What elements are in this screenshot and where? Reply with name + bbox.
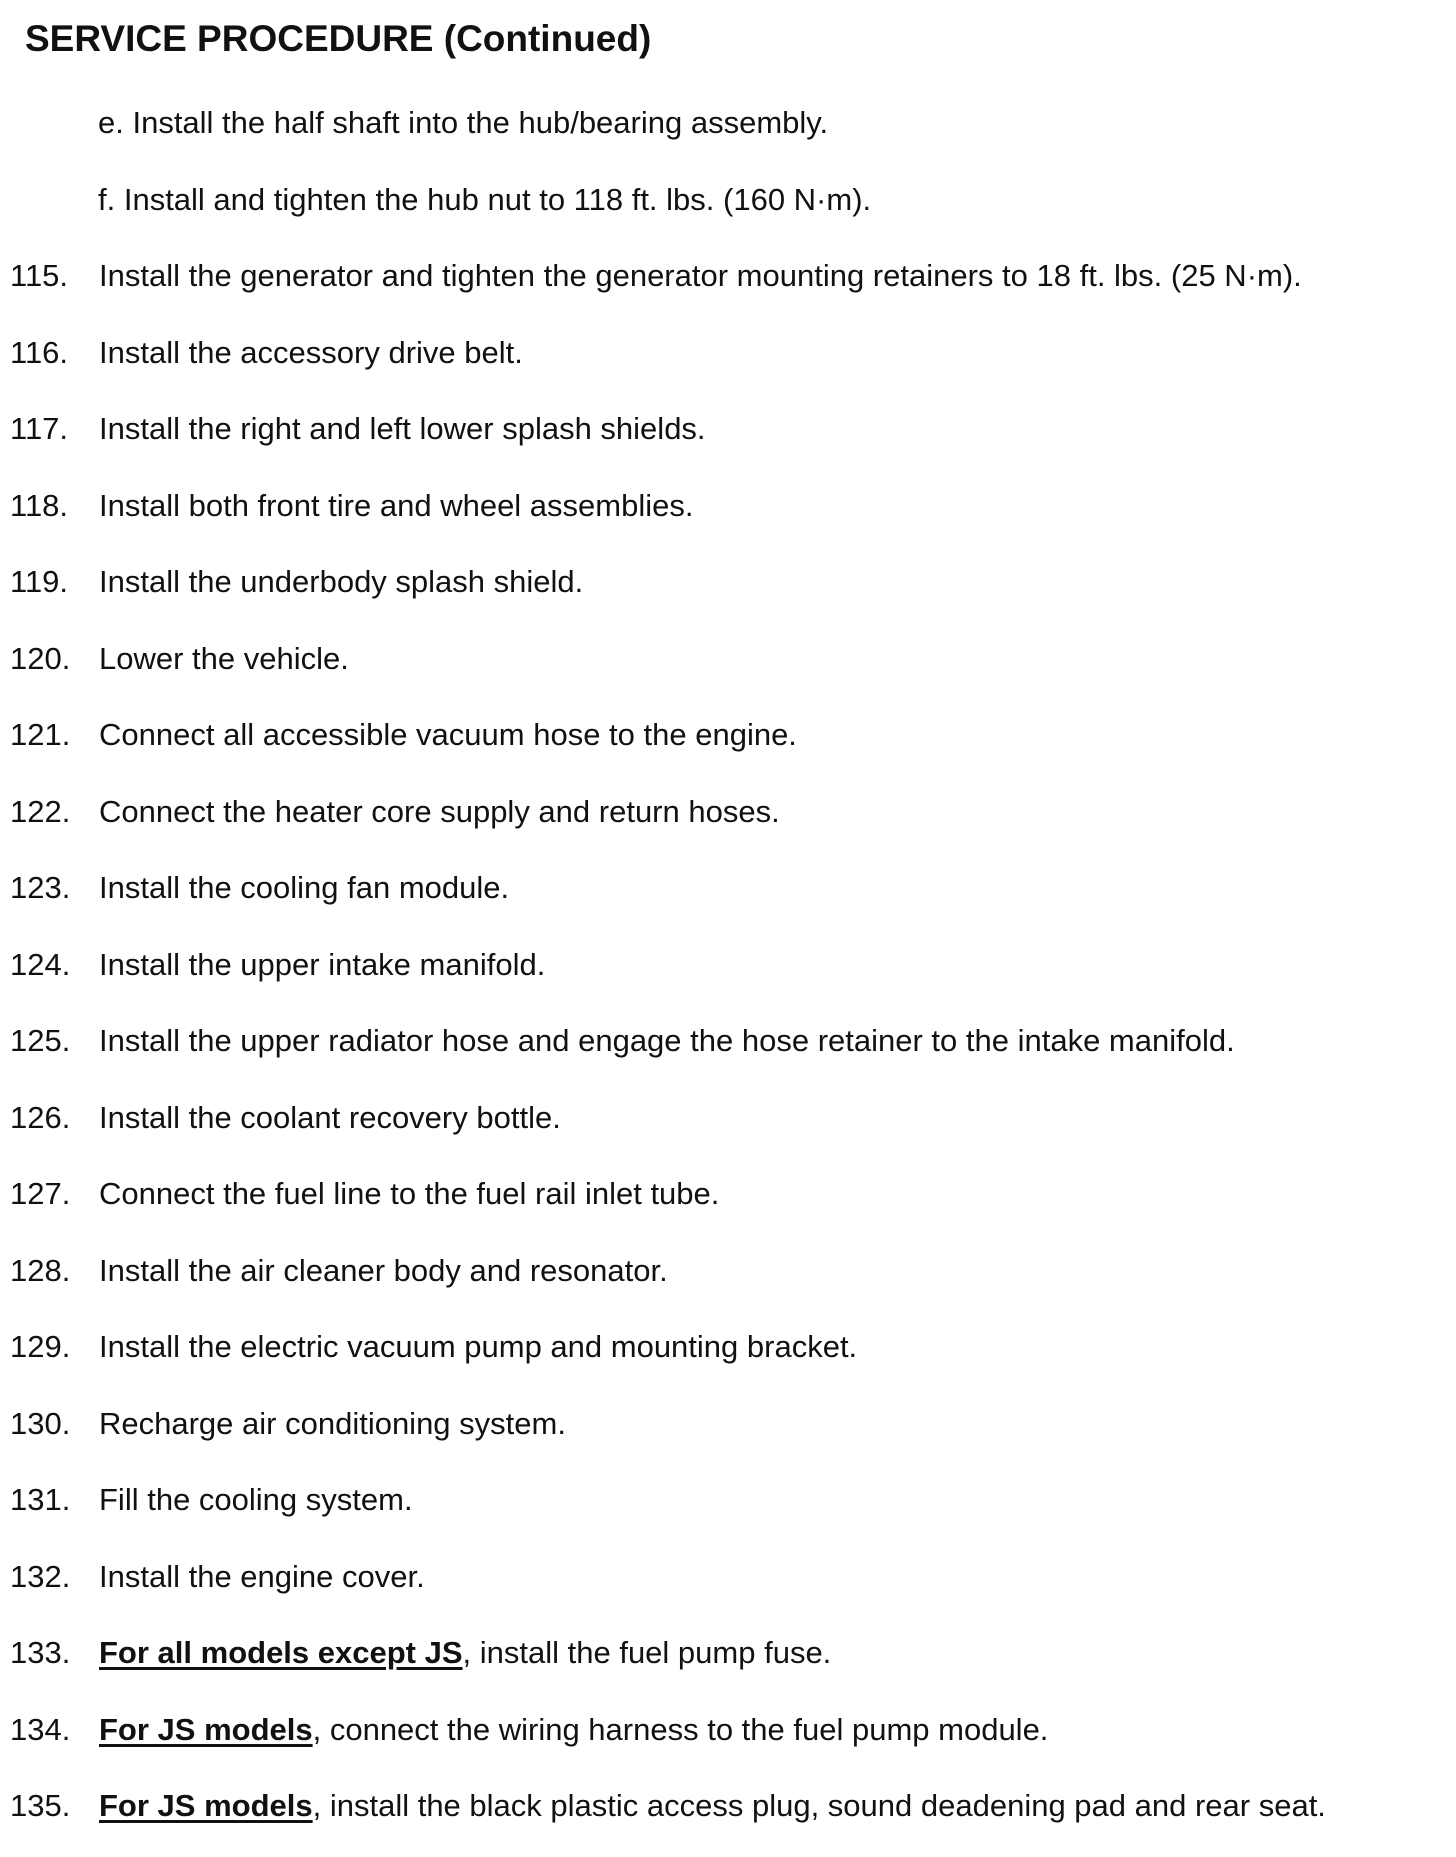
section-heading: SERVICE PROCEDURE (Continued) <box>25 18 652 59</box>
procedure-step <box>10 1168 1326 1245</box>
step-number: 129. <box>10 1329 71 1364</box>
procedure-step <box>10 1551 1326 1628</box>
procedure-step <box>10 1245 1326 1322</box>
step-text: Connect the fuel line to the fuel rail inlet tube. <box>99 1176 720 1211</box>
step-text: Install the upper radiator hose and engage the hose retainer to the intake manifold. <box>99 1023 1235 1058</box>
step-number: 120. <box>10 640 71 676</box>
sub-step-f: f. Install and tighten the hub nut to 118 ft. lbs. (160 N·m). <box>98 181 872 217</box>
step-number: 118. <box>10 487 69 523</box>
sub-step-e: e. Install the half shaft into the hub/bearing assembly. <box>98 105 829 140</box>
step-emphasis: For all models except JS <box>99 1635 463 1670</box>
step-text: Recharge air conditioning system. <box>99 1405 566 1441</box>
step-text: Install the generator and tighten the generator mounting retainers to 18 ft. lbs. (25 N·m). <box>99 258 1302 293</box>
step-number: 135. <box>10 1788 71 1823</box>
step-text: Install the electric vacuum pump and mounting bracket. <box>99 1329 858 1364</box>
procedure-step <box>10 1321 1326 1398</box>
step-number: 116. <box>10 334 69 370</box>
step-number: 128. <box>10 1252 71 1288</box>
procedure-step <box>10 1627 1326 1704</box>
step-text: Connect all accessible vacuum hose to the engine. <box>99 717 797 752</box>
procedure-step <box>10 1474 1326 1551</box>
step-number: 127. <box>10 1176 71 1211</box>
step-emphasis: For JS models <box>99 1711 313 1747</box>
procedure-step <box>10 1092 1326 1169</box>
step-number: 117. <box>10 411 69 446</box>
procedure-step <box>10 327 1326 404</box>
procedure-step <box>10 862 1326 939</box>
step-number: 122. <box>10 793 71 829</box>
procedure-step <box>10 633 1326 710</box>
procedure-step <box>10 786 1326 863</box>
sub-step-list <box>98 97 871 250</box>
step-number: 126. <box>10 1099 71 1135</box>
step-text: Install the right and left lower splash shields. <box>99 411 706 446</box>
step-number: 121. <box>10 717 71 752</box>
step-number: 125. <box>10 1023 71 1058</box>
step-text: Fill the cooling system. <box>99 1482 413 1517</box>
step-text: , install the black plastic access plug, sound deadening pad and rear seat. <box>312 1788 1326 1823</box>
procedure-step <box>10 1780 1326 1857</box>
step-number: 132. <box>10 1558 71 1594</box>
procedure-step <box>10 480 1326 557</box>
step-text: Install the accessory drive belt. <box>99 334 523 370</box>
step-text: Install the underbody splash shield. <box>99 564 584 599</box>
procedure-step <box>10 250 1326 327</box>
step-text: Install the upper intake manifold. <box>99 946 546 982</box>
step-number: 133. <box>10 1635 71 1670</box>
procedure-step <box>10 403 1326 480</box>
procedure-step <box>10 1015 1326 1092</box>
step-number: 115. <box>10 258 69 293</box>
step-number: 119. <box>10 564 69 599</box>
step-number: 123. <box>10 870 71 905</box>
step-text: Connect the heater core supply and return hoses. <box>99 793 780 829</box>
step-text: Install the air cleaner body and resonator. <box>99 1252 668 1288</box>
procedure-step <box>10 1704 1326 1781</box>
step-text: , install the fuel pump fuse. <box>462 1635 832 1670</box>
step-number: 134. <box>10 1711 71 1747</box>
step-text: Lower the vehicle. <box>99 640 349 676</box>
step-text: Install both front tire and wheel assemblies. <box>99 487 694 523</box>
step-text: Install the coolant recovery bottle. <box>99 1099 561 1135</box>
procedure-step <box>10 709 1326 786</box>
step-number: 130. <box>10 1405 71 1441</box>
procedure-step <box>10 939 1326 1016</box>
procedure-step <box>10 1398 1326 1475</box>
step-text: Install the cooling fan module. <box>99 870 510 905</box>
step-number: 124. <box>10 946 71 982</box>
step-emphasis: For JS models <box>99 1788 313 1823</box>
step-text: Install the engine cover. <box>99 1558 425 1594</box>
procedure-step <box>10 556 1326 633</box>
step-text: , connect the wiring harness to the fuel pump module. <box>312 1711 1049 1747</box>
step-number: 131. <box>10 1482 71 1517</box>
procedure-step-list <box>10 250 1326 1857</box>
